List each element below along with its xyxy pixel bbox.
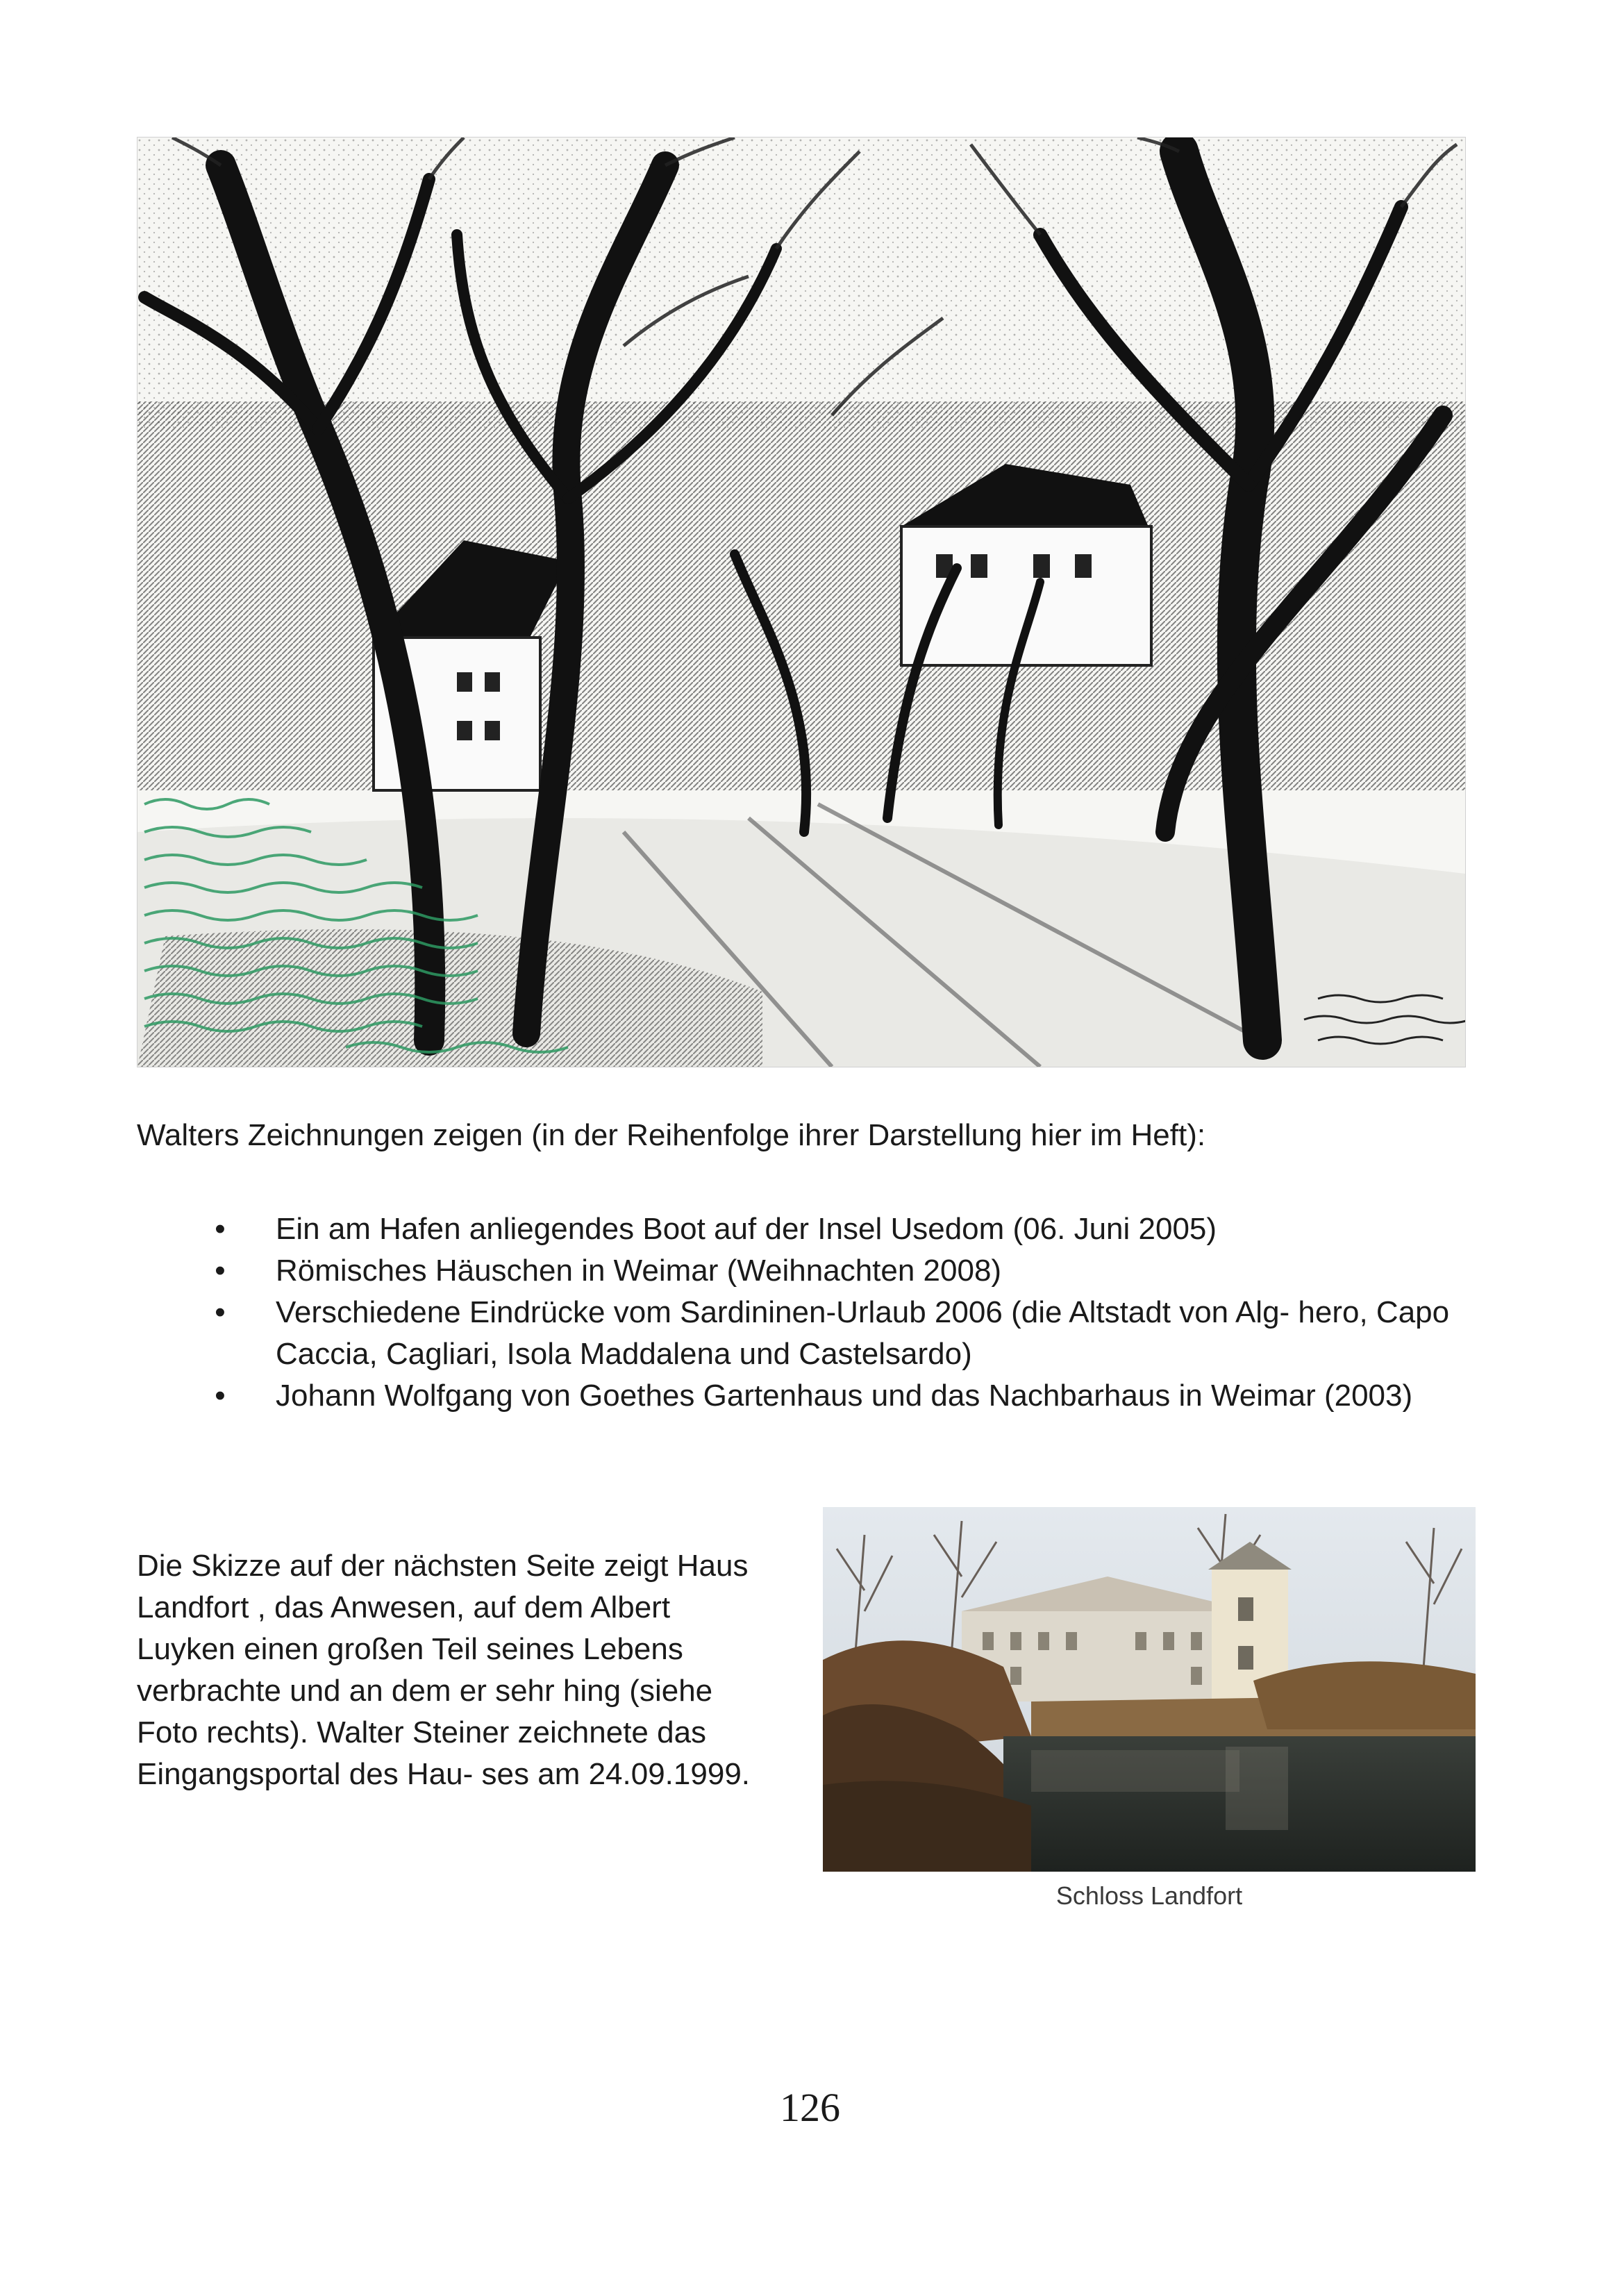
list-item-text: Römisches Häuschen in Weimar (Weihnachten 2008): [276, 1254, 1002, 1288]
list-item: [137, 1250, 1491, 1292]
castle-photo: [823, 1507, 1476, 1872]
page-number: 126: [780, 2085, 840, 2130]
list-item-text: Verschiedene Eindrücke vom Sardininen-Urlaub 2006 (die Altstadt von Alg- hero, Capo Caccia, Cagliari, Isola Maddalena und Castelsardo): [276, 1295, 1450, 1371]
bullet-icon: •: [215, 1212, 226, 1246]
bullet-list: [137, 1208, 1491, 1417]
description-text: Die Skizze auf der nächsten Seite zeigt Haus Landfort , das Anwesen, auf dem Albert Luyken einen großen Teil seines Lebens verbrachte und an dem er sehr hing (siehe Foto rechts). Walter Steiner zeichnete das Eingangsportal des Hau- ses am 24.09.1999.: [137, 1549, 751, 1791]
bullet-icon: •: [215, 1254, 226, 1288]
intro-text: Walters Zeichnungen zeigen (in der Reihenfolge ihrer Darstellung hier im Heft):: [137, 1118, 1206, 1152]
castle-pond-photo-icon: [823, 1507, 1476, 1872]
list-item-text: Johann Wolfgang von Goethes Gartenhaus und das Nachbarhaus in Weimar (2003): [276, 1379, 1413, 1413]
list-item: [137, 1292, 1491, 1375]
photo-caption: Schloss Landfort: [1055, 1881, 1243, 1910]
list-item: [137, 1208, 1491, 1250]
ink-sketch-image: [137, 137, 1466, 1067]
list-item: [137, 1375, 1491, 1417]
list-item-text: Ein am Hafen anliegendes Boot auf der Insel Usedom (06. Juni 2005): [276, 1212, 1217, 1246]
bullet-icon: •: [215, 1379, 226, 1413]
tree-drawing-icon: [137, 138, 1465, 1067]
bullet-icon: •: [215, 1295, 226, 1329]
